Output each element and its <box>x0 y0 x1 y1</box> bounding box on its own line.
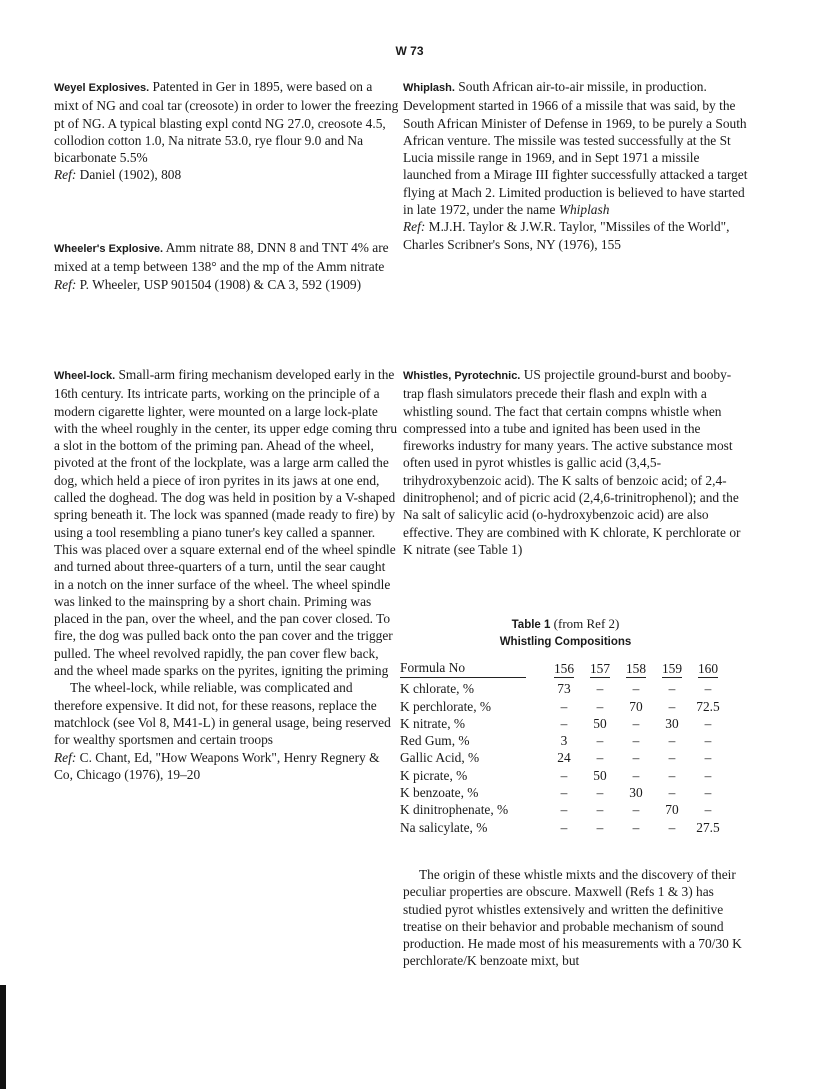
ref-text: C. Chant, Ed, "How Weapons Work", Henry Regnery & Co, Chicago (1976), 19–20 <box>54 749 380 782</box>
column-header: 160 <box>697 661 719 676</box>
entry-body: South African air-to-air missile, in production. Development started in 1966 of a missile that was said, by the South African Minister of Defense in 1969, to be purely a South African venture. The missile was tested successfully at the St Lucia missile range in 1969, and in Sept 1971 a missile launched from a Mirage III fighter successfully attacked a target flying at Mach 2. Limited production is believed to have started in late 1972, under the name <box>403 79 748 218</box>
table-row <box>400 680 726 697</box>
table-cell: – <box>632 681 640 697</box>
table-cell: – <box>560 767 568 783</box>
table-header-row <box>400 659 726 680</box>
table-cell: – <box>632 715 640 731</box>
row-label: K nitrate, % <box>400 715 466 731</box>
table-label: Table 1 <box>511 619 551 631</box>
ref-label: Ref: <box>403 219 426 235</box>
table-cell: – <box>668 750 676 766</box>
table-cell: 30 <box>665 715 679 731</box>
table-cell: – <box>560 785 568 801</box>
table-row <box>400 698 726 715</box>
table-cell: – <box>668 767 676 783</box>
entry-heading: Weyel Explosives. <box>54 82 150 94</box>
table-cell: – <box>632 733 640 749</box>
table-cell: – <box>632 802 640 818</box>
table-cell: – <box>668 681 676 697</box>
table-cell: – <box>704 715 712 731</box>
entry-heading: Wheel-lock. <box>54 370 116 382</box>
ref-label: Ref: <box>54 276 77 292</box>
table-cell: – <box>596 750 604 766</box>
entry-body: Amm nitrate 88, DNN 8 and TNT 4% are mixed at a temp between 138° and the mp of the Amm nitrate <box>54 240 389 275</box>
table-cell: – <box>668 819 676 835</box>
table-source: (from Ref 2) <box>550 616 620 631</box>
table-cell: 3 <box>560 733 568 749</box>
table-cell: – <box>668 698 676 714</box>
table-cell: – <box>668 785 676 801</box>
column-header: 156 <box>553 661 575 676</box>
row-label: Red Gum, % <box>400 733 470 749</box>
table-cell: – <box>704 802 712 818</box>
ref-text: M.J.H. Taylor & J.W.R. Taylor, "Missiles of the World", Charles Scribner's Sons, NY (1976), 155 <box>403 219 730 252</box>
entry-wheelers-explosive <box>54 239 399 293</box>
table-cell: – <box>596 785 604 801</box>
table-caption <box>403 615 728 651</box>
table-row <box>400 732 726 749</box>
table-cell: – <box>596 819 604 835</box>
table-cell: 70 <box>665 802 679 818</box>
row-label: Na salicylate, % <box>400 819 488 835</box>
table-cell: – <box>560 698 568 714</box>
table-cell: 27.5 <box>696 819 720 835</box>
table-cell: – <box>704 681 712 697</box>
table-cell: – <box>704 767 712 783</box>
scan-edge-bar <box>0 985 6 1089</box>
entry-heading: Whistles, Pyrotechnic. <box>403 370 521 382</box>
table-row <box>400 767 726 784</box>
row-label: K dinitrophenate, % <box>400 802 509 818</box>
row-label: K picrate, % <box>400 767 468 783</box>
column-header: 158 <box>625 661 647 676</box>
table-cell: 30 <box>629 785 643 801</box>
table-cell: 72.5 <box>696 698 720 714</box>
table-cell: – <box>704 733 712 749</box>
row-label: K chlorate, % <box>400 681 474 697</box>
table-cell: – <box>596 733 604 749</box>
entry-body: Patented in Ger in 1895, were based on a mixt of NG and coal tar (creosote) in order to lower the freezing pt of NG. A typical blasting expl contd NG 27.0, creosote 4.5, collodion cotton 1.0, Na nitrate 53.0, rye flour 9.0 and Na bicarbonate 5.5% <box>54 79 399 166</box>
entry-whiplash <box>403 78 748 253</box>
column-header: 157 <box>589 661 611 676</box>
table-row <box>400 715 726 732</box>
ref-label: Ref: <box>54 749 77 765</box>
table-cell: 73 <box>557 681 571 697</box>
entry-weyel-explosives <box>54 78 399 184</box>
table-cell: 70 <box>629 698 643 714</box>
column-header: Formula No <box>400 659 526 678</box>
table-cell: – <box>560 802 568 818</box>
row-label: K perchlorate, % <box>400 698 492 714</box>
table-cell: 50 <box>593 715 607 731</box>
page-number-header: W 73 <box>395 44 424 58</box>
ref-text: P. Wheeler, USP 901504 (1908) & CA 3, 592 (1909) <box>76 276 362 292</box>
table-cell: – <box>596 802 604 818</box>
table-cell: – <box>596 698 604 714</box>
entry-body: US projectile ground-burst and booby-trap flash simulators precede their flash and expln with a whistling sound. The fact that certain compns whistle when compressed into a tube and ignited has been used in the fireworks industry for many years. The active substance most often used in pyrot whistles is gallic acid (3,4,5-trihydroxybenzoic acid). The K salts of benzoic acid; of 2,4-dinitrophenol; and of picric acid (2,4,6-trinitrophenol); and the Na salt of salicylic acid (o-hydroxybenzoic acid) are also effective. They are combined with K chlorate, K perchlorate or K nitrate (see Table 1) <box>403 367 741 557</box>
table-cell: – <box>560 819 568 835</box>
table-cell: – <box>560 715 568 731</box>
column-header: 159 <box>661 661 683 676</box>
table-row <box>400 784 726 801</box>
table-cell: – <box>704 750 712 766</box>
table-cell: – <box>632 819 640 835</box>
entry-whistles-continued <box>403 866 748 970</box>
entry-body: Small-arm firing mechanism developed early in the 16th century. Its intricate parts, working on the principle of a modern cigarette lighter, were mounted on a large lock-plate with the wheel roughly in the center, its upper edge coming thru a slot in the bottom of the priming pan. Ahead of the wheel, pivoted at the front of the lockplate, was a large arm called the dog, which held a piece of iron pyrites in its jaws at one end, called the doghead. The dog was held in position by a V-shaped spring beneath it. The lock was spanned (made ready to fire) by using a tool resembling a piano tuner's key called a spanner. This was placed over a square external end of the wheel spindle and turned about three-quarters of a turn, until the sear caught in a notch on the inner surface of the wheel. The wheel spindle was linked to the mainspring by a short chain. Priming was placed in the pan, over the wheel, and the pan cover closed. To fire, the dog was pulled back onto the pan cover and the trigger pulled. The wheel revolved rapidly, the pan cover flew back, and the wheel made sparks on the pyrites, igniting the priming <box>54 367 398 679</box>
entry-wheel-lock <box>54 366 399 783</box>
table-cell: 24 <box>557 750 571 766</box>
table-cell: – <box>632 750 640 766</box>
entry-heading: Whiplash. <box>403 82 455 94</box>
table-cell: – <box>668 733 676 749</box>
ref-label: Ref: <box>54 167 77 183</box>
table-title: Whistling Compositions <box>499 636 632 648</box>
table-row <box>400 801 726 818</box>
row-label: Gallic Acid, % <box>400 750 480 766</box>
whistling-compositions-table <box>400 659 726 836</box>
table-row <box>400 749 726 766</box>
row-label: K benzoate, % <box>400 785 479 801</box>
entry-whistles-pyrotechnic <box>403 366 748 558</box>
ref-text: Daniel (1902), 808 <box>76 167 182 183</box>
entry-body-continued: The origin of these whistle mixts and the discovery of their peculiar properties are obscure. Maxwell (Refs 1 & 3) has studied pyrot whistles extensively and written the definitive treatise on their behavior and probable mechanism of sound production. He made most of his measurements with a 70/30 K perchlorate/K benzoate mixt, but <box>403 867 742 969</box>
table-cell: – <box>596 681 604 697</box>
table-row <box>400 819 726 836</box>
table-cell: – <box>632 767 640 783</box>
missile-name: Whiplash <box>558 202 610 218</box>
entry-body-continued: The wheel-lock, while reliable, was complicated and therefore expensive. It did not, for these reasons, replace the matchlock (see Vol 8, M41-L) in general usage, being reserved for wealthy sportsmen and certain troops <box>54 680 391 748</box>
entry-heading: Wheeler's Explosive. <box>54 243 163 255</box>
table-cell: – <box>704 785 712 801</box>
table-cell: 50 <box>593 767 607 783</box>
